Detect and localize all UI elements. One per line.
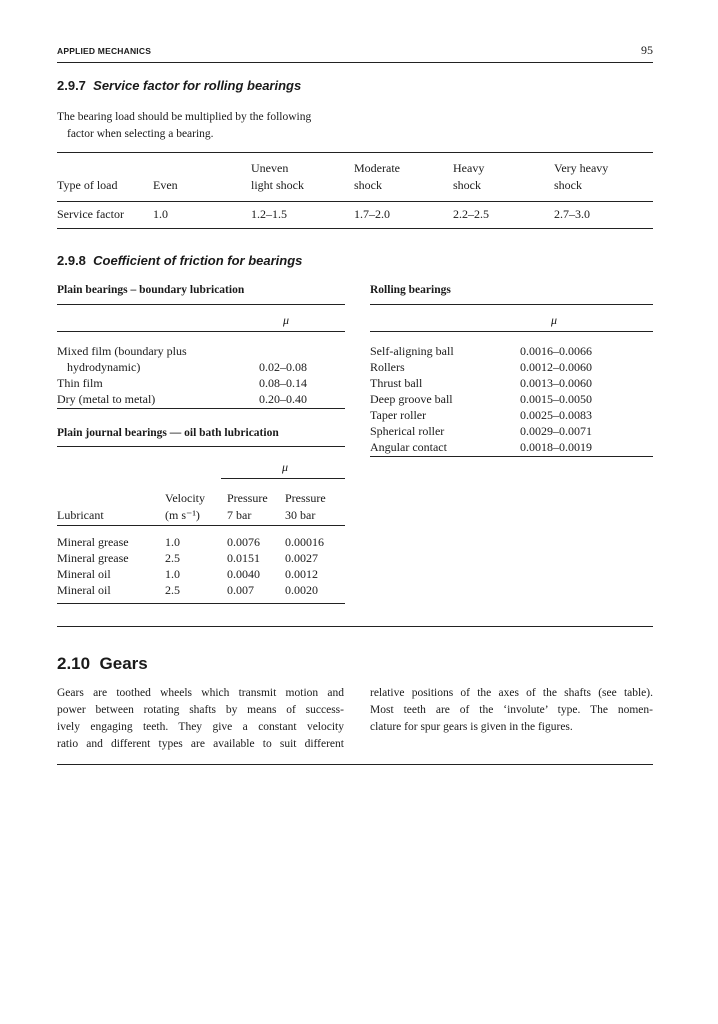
header-cell: Uneven (251, 161, 289, 175)
table-rule (221, 478, 345, 479)
table-cell: Mineral oil (57, 583, 111, 597)
table-cell: 1.2–1.5 (251, 207, 287, 221)
header-cell: shock (354, 178, 382, 192)
row-value: 0.0015–0.0050 (520, 392, 592, 406)
divider (57, 62, 653, 63)
text-line: relative positions of the axes of the shafts (see table). (370, 687, 653, 699)
section-title: Coefficient of friction for bearings (93, 253, 303, 268)
row-value: 0.0025–0.0083 (520, 408, 592, 422)
header-cell: (m s⁻¹) (165, 508, 200, 522)
rolling-bearings-title: Rolling bearings (370, 284, 451, 296)
section-heading-2-9-8 (57, 253, 302, 268)
section-heading-2-10 (57, 654, 148, 674)
row-label: Mixed film (boundary plus (57, 344, 187, 358)
table-cell: 0.0151 (227, 551, 260, 565)
table-cell: 0.007 (227, 583, 254, 597)
divider (57, 764, 653, 765)
intro-paragraph (57, 109, 311, 143)
row-value: 0.0016–0.0066 (520, 344, 592, 358)
table-rule (57, 201, 653, 202)
table-cell: 2.5 (165, 551, 180, 565)
section-title: Service factor for rolling bearings (93, 78, 302, 93)
table-rule (370, 456, 653, 457)
row-value: 0.0018–0.0019 (520, 440, 592, 454)
header-cell: Lubricant (57, 508, 104, 522)
header-cell: 30 bar (285, 508, 316, 522)
table-cell: 2.2–2.5 (453, 207, 489, 221)
table-cell: Mineral grease (57, 535, 129, 549)
divider (57, 626, 653, 627)
table-cell: 0.00016 (285, 535, 324, 549)
table-rule (57, 228, 653, 229)
text-line: Most teeth are of the ‘involute’ type. The nomen- (370, 704, 653, 716)
text-line: ively engaging teeth. They give a constant velocity (57, 721, 344, 733)
table-rule (57, 152, 653, 153)
header-cell: Pressure (227, 491, 268, 505)
header-cell: Type of load (57, 178, 118, 192)
row-label: Rollers (370, 360, 405, 374)
row-value: 0.08–0.14 (259, 376, 307, 390)
header-cell: light shock (251, 178, 304, 192)
header-cell: Even (153, 178, 178, 192)
table-rule (57, 603, 345, 604)
table-cell: 1.7–2.0 (354, 207, 390, 221)
running-title: APPLIED MECHANICS (57, 46, 152, 56)
table-rule (57, 331, 345, 332)
header-cell: Velocity (165, 491, 205, 505)
table-rule (370, 331, 653, 332)
section-title: Gears (99, 654, 148, 673)
row-value: 0.20–0.40 (259, 392, 307, 406)
section-number: 2.9.8 (57, 253, 86, 268)
mu-header: μ (551, 313, 558, 327)
row-label: Taper roller (370, 408, 427, 422)
header-cell: shock (453, 178, 481, 192)
row-label: Dry (metal to metal) (57, 392, 156, 406)
table-cell: 1.0 (153, 207, 168, 221)
table-cell: 0.0027 (285, 551, 318, 565)
row-label: hydrodynamic) (67, 360, 141, 374)
row-label: Spherical roller (370, 424, 445, 438)
table-cell: 0.0040 (227, 567, 260, 581)
table-rule (57, 446, 345, 447)
row-value: 0.0013–0.0060 (520, 376, 592, 390)
table-cell: Mineral oil (57, 567, 111, 581)
plain-bearings-title: Plain bearings – boundary lubrication (57, 284, 245, 296)
mu-header: μ (283, 313, 290, 327)
text-line: factor when selecting a bearing. (67, 128, 214, 140)
table-rule (57, 304, 345, 305)
table-cell: Mineral grease (57, 551, 129, 565)
table-cell: 0.0012 (285, 567, 318, 581)
text-line: Gears are toothed wheels which transmit motion and (57, 687, 344, 699)
row-label: Thin film (57, 376, 103, 390)
table-cell: 1.0 (165, 567, 180, 581)
text-line: The bearing load should be multiplied by the following (57, 111, 312, 123)
row-label: Thrust ball (370, 376, 423, 390)
row-value: 0.0012–0.0060 (520, 360, 592, 374)
header-cell: Heavy (453, 161, 485, 175)
section-number: 2.10 (57, 654, 91, 673)
header-cell: 7 bar (227, 508, 252, 522)
header-cell: shock (554, 178, 582, 192)
table-cell: 2.7–3.0 (554, 207, 590, 221)
table-rule (57, 408, 345, 409)
table-cell: 2.5 (165, 583, 180, 597)
text-line: clature for spur gears is given in the figures. (370, 721, 573, 733)
row-value: 0.02–0.08 (259, 360, 307, 374)
table-cell: 0.0076 (227, 535, 260, 549)
table-cell: 1.0 (165, 535, 180, 549)
table-rule (370, 304, 653, 305)
table-cell: 0.0020 (285, 583, 318, 597)
row-label: Self-aligning ball (370, 344, 454, 358)
header-cell: Very heavy (554, 161, 609, 175)
text-line: power between rotating shafts by means of success- (57, 704, 344, 716)
text-line: ratio and different types are available to suit different (57, 738, 344, 750)
section-heading-2-9-7 (57, 78, 301, 93)
table-rule (57, 525, 345, 526)
gears-paragraph-col1 (57, 685, 344, 753)
row-label: Angular contact (370, 440, 447, 454)
header-cell: Pressure (285, 491, 326, 505)
row-label: Deep groove ball (370, 392, 453, 406)
page-number: 95 (641, 43, 653, 57)
section-number: 2.9.7 (57, 78, 86, 93)
gears-paragraph-col2 (370, 685, 653, 736)
journal-bearings-title: Plain journal bearings — oil bath lubrication (57, 427, 279, 439)
row-value: 0.0029–0.0071 (520, 424, 592, 438)
header-cell: Moderate (354, 161, 400, 175)
table-cell: Service factor (57, 207, 124, 221)
mu-header: μ (282, 460, 289, 474)
